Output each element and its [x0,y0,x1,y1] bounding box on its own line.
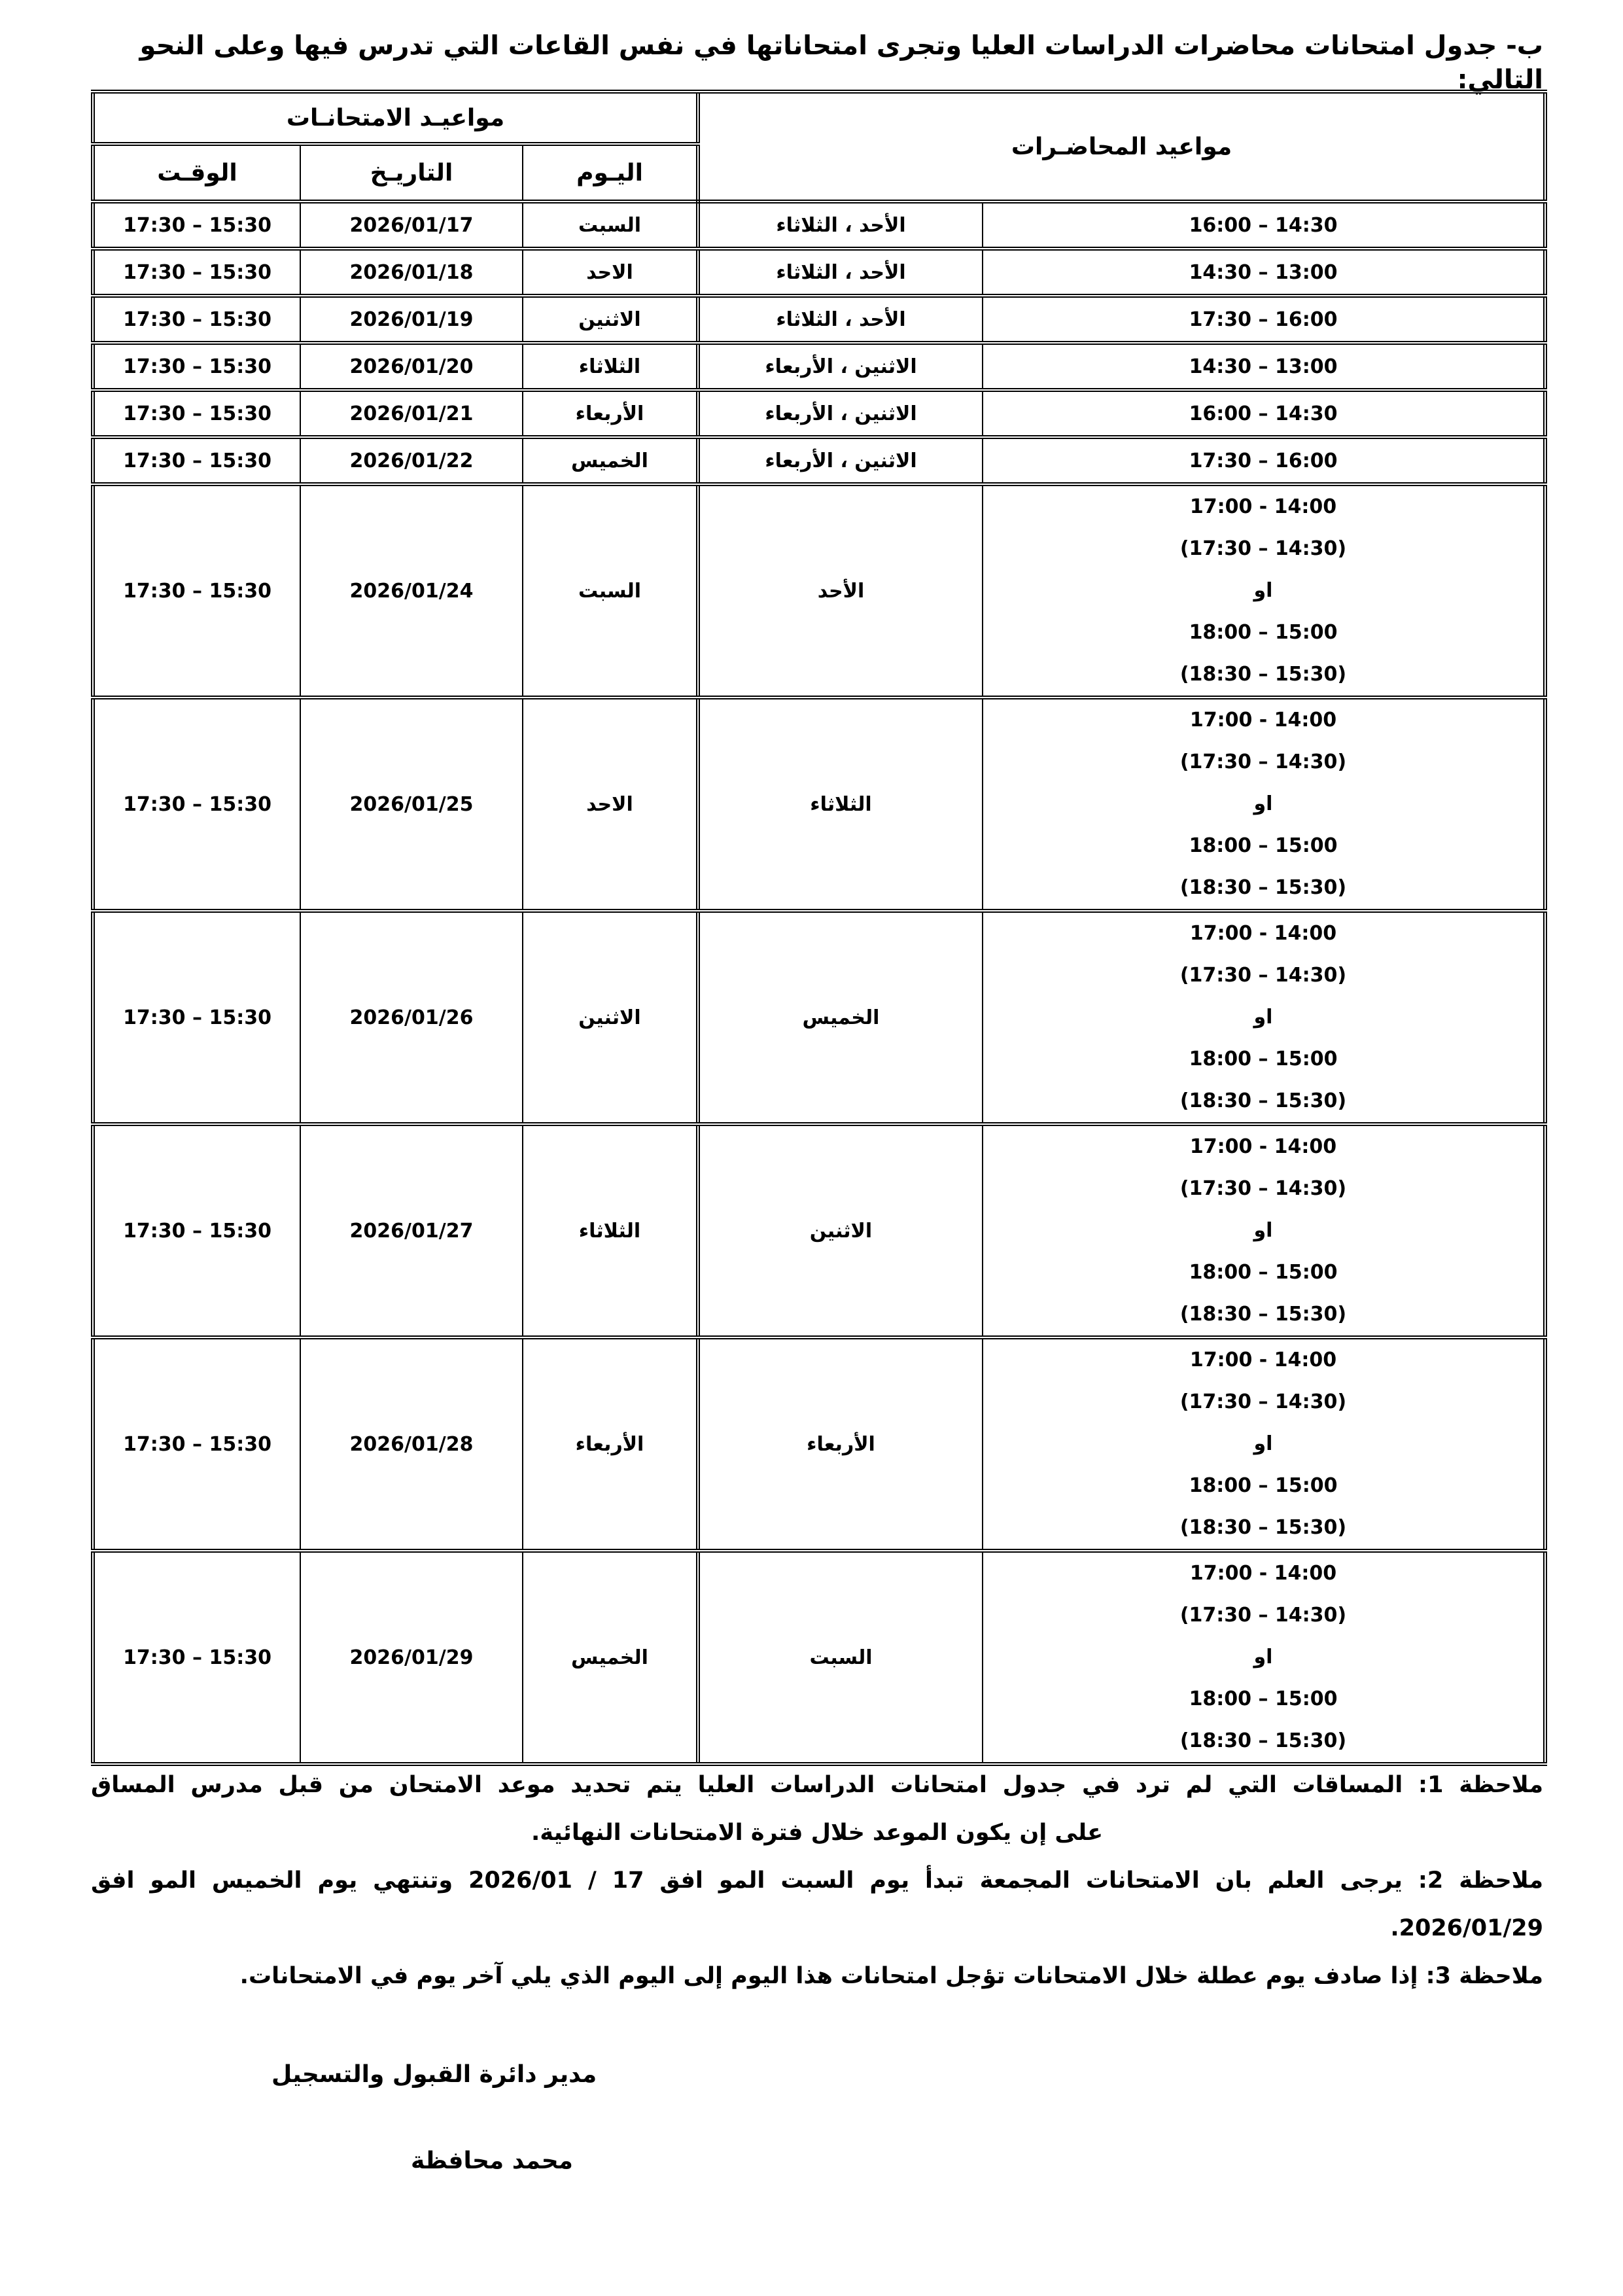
cell-lecture-time: 17:30 – 16:00 [983,296,1545,343]
lecture-time-line: 17:00 - 14:00 [1189,495,1337,518]
cell-lecture-time: 14:30 – 13:00 [983,249,1545,296]
lecture-time-line: او [1253,1646,1273,1669]
cell-lecture-times [983,484,1545,698]
cell-lecture-time: 16:00 – 14:30 [983,390,1545,437]
cell-exam-day: الخميس [523,1551,698,1764]
lecture-time-line: او [1253,1006,1273,1029]
cell-exam-date: 2026/01/22 [300,437,523,484]
header-lectures-group: مواعيد المحاضـرات [698,92,1545,202]
lecture-time-line: او [1253,1219,1273,1242]
header-exam-times-group: مواعيـد الامتحانـات [93,92,698,144]
cell-exam-day: الأربعاء [523,390,698,437]
table-row [93,911,1545,1124]
lecture-time-line: 18:00 – 15:00 [1189,621,1338,644]
cell-lecture-times [983,1551,1545,1764]
cell-lecture-times [983,698,1545,911]
cell-exam-time: 17:30 – 15:30 [93,343,300,390]
cell-exam-day: الأربعاء [523,1337,698,1551]
exam-schedule-table [91,90,1547,1766]
table-row [93,698,1545,911]
header-time: الوقـت [93,144,300,202]
header-date: التاريـخ [300,144,523,202]
lecture-time-line: 18:00 – 15:00 [1189,1261,1338,1284]
cell-exam-date: 2026/01/25 [300,698,523,911]
cell-exam-time: 17:30 – 15:30 [93,1551,300,1764]
lecture-time-line: (17:30 – 14:30) [1179,751,1347,773]
cell-exam-day: الاحد [523,698,698,911]
table-row [93,484,1545,698]
cell-lecture-times [983,911,1545,1124]
lecture-time-line: 18:00 – 15:00 [1189,834,1338,857]
cell-exam-day: الخميس [523,437,698,484]
cell-exam-day: السبت [523,202,698,249]
lecture-time-line: (18:30 – 15:30) [1179,1516,1347,1539]
lecture-time-line: (17:30 – 14:30) [1179,964,1347,987]
table-row [93,437,1545,484]
cell-lecture-days: الأحد [698,484,983,698]
lecture-time-line: (18:30 – 15:30) [1179,876,1347,899]
cell-exam-date: 2026/01/17 [300,202,523,249]
cell-exam-day: الاحد [523,249,698,296]
table-row [93,390,1545,437]
table-row [93,1551,1545,1764]
signature-role: مدير دائرة القبول والتسجيل [271,2061,597,2088]
lecture-time-line: 18:00 – 15:00 [1189,1048,1338,1070]
cell-lecture-days: الثلاثاء [698,698,983,911]
lecture-time-line: (17:30 – 14:30) [1179,537,1347,560]
cell-lecture-days: الاثنين ، الأربعاء [698,390,983,437]
cell-lecture-days: الاثنين [698,1124,983,1337]
cell-lecture-time: 17:30 – 16:00 [983,437,1545,484]
cell-exam-time: 17:30 – 15:30 [93,1124,300,1337]
table-row [93,343,1545,390]
lecture-time-line: او [1253,792,1273,815]
lecture-time-line: (17:30 – 14:30) [1179,1177,1347,1200]
cell-exam-date: 2026/01/27 [300,1124,523,1337]
cell-exam-time: 17:30 – 15:30 [93,1337,300,1551]
header-row-groups [93,92,1545,144]
page-title: ب- جدول امتحانات محاضرات الدراسات العليا وتجرى امتحاناتها في نفس القاعات التي تدرس فيها وعلى النحو التالي: [139,31,1543,95]
cell-lecture-times [983,1337,1545,1551]
cell-exam-date: 2026/01/19 [300,296,523,343]
lecture-time-line: (17:30 – 14:30) [1179,1390,1347,1413]
cell-lecture-days: الأحد ، الثلاثاء [698,202,983,249]
cell-exam-date: 2026/01/29 [300,1551,523,1764]
cell-lecture-time: 16:00 – 14:30 [983,202,1545,249]
lecture-time-line: 17:00 - 14:00 [1189,709,1337,732]
lecture-time-line: او [1253,1432,1273,1455]
lecture-time-line: او [1253,579,1273,602]
lecture-time-line: (18:30 – 15:30) [1179,1729,1347,1752]
notes-section [91,1761,1543,2000]
cell-exam-date: 2026/01/24 [300,484,523,698]
signature-name: محمد محافظة [411,2147,573,2174]
cell-exam-date: 2026/01/18 [300,249,523,296]
cell-lecture-days: الاثنين ، الأربعاء [698,437,983,484]
note-2: ملاحظة 2: يرجى العلم بان الامتحانات المجمعة تبدأ يوم السبت المو افق 17 / 2026/01 وتنتهي يوم الخميس المو افق 2026/01/29. [91,1867,1543,1941]
lecture-time-line: (18:30 – 15:30) [1179,1303,1347,1326]
lecture-time-line: (18:30 – 15:30) [1179,663,1347,686]
lecture-time-line: 17:00 - 14:00 [1189,1562,1337,1585]
cell-exam-time: 17:30 – 15:30 [93,296,300,343]
cell-lecture-days: الأحد ، الثلاثاء [698,296,983,343]
table-row [93,296,1545,343]
note-1-line-1: ملاحظة 1: المساقات التي لم ترد في جدول امتحانات الدراسات العليا يتم تحديد موعد الامتحان من قبل مدرس المساق [91,1772,1543,1798]
lecture-time-line: 17:00 - 14:00 [1189,1135,1337,1158]
cell-lecture-days: الاثنين ، الأربعاء [698,343,983,390]
note-3: ملاحظة 3: إذا صادف يوم عطلة خلال الامتحانات تؤجل امتحانات هذا اليوم إلى اليوم الذي يلي آخر يوم في الامتحانات. [239,1963,1543,1989]
cell-lecture-time: 14:30 – 13:00 [983,343,1545,390]
cell-lecture-days: السبت [698,1551,983,1764]
lecture-time-line: 18:00 – 15:00 [1189,1687,1338,1710]
cell-exam-time: 17:30 – 15:30 [93,437,300,484]
table-row [93,249,1545,296]
cell-exam-day: الثلاثاء [523,343,698,390]
lecture-time-line: 18:00 – 15:00 [1189,1474,1338,1497]
cell-lecture-days: الأربعاء [698,1337,983,1551]
table-row [93,1337,1545,1551]
cell-lecture-days: الخميس [698,911,983,1124]
table-row [93,202,1545,249]
lecture-time-line: 17:00 - 14:00 [1189,1349,1337,1371]
cell-exam-time: 17:30 – 15:30 [93,484,300,698]
cell-lecture-times [983,1124,1545,1337]
lecture-time-line: 17:00 - 14:00 [1189,922,1337,945]
cell-exam-day: السبت [523,484,698,698]
lecture-time-line: (18:30 – 15:30) [1179,1089,1347,1112]
cell-exam-date: 2026/01/21 [300,390,523,437]
cell-exam-time: 17:30 – 15:30 [93,390,300,437]
cell-exam-day: الثلاثاء [523,1124,698,1337]
cell-exam-date: 2026/01/20 [300,343,523,390]
note-1-line-2: على إن يكون الموعد خلال فترة الامتحانات النهائية. [531,1820,1104,1846]
cell-exam-time: 17:30 – 15:30 [93,202,300,249]
cell-lecture-days: الأحد ، الثلاثاء [698,249,983,296]
cell-exam-day: الاثنين [523,296,698,343]
cell-exam-date: 2026/01/26 [300,911,523,1124]
cell-exam-time: 17:30 – 15:30 [93,698,300,911]
cell-exam-date: 2026/01/28 [300,1337,523,1551]
header-day: اليـوم [523,144,698,202]
cell-exam-time: 17:30 – 15:30 [93,911,300,1124]
cell-exam-time: 17:30 – 15:30 [93,249,300,296]
lecture-time-line: (17:30 – 14:30) [1179,1604,1347,1627]
table-row [93,1124,1545,1337]
cell-exam-day: الاثنين [523,911,698,1124]
